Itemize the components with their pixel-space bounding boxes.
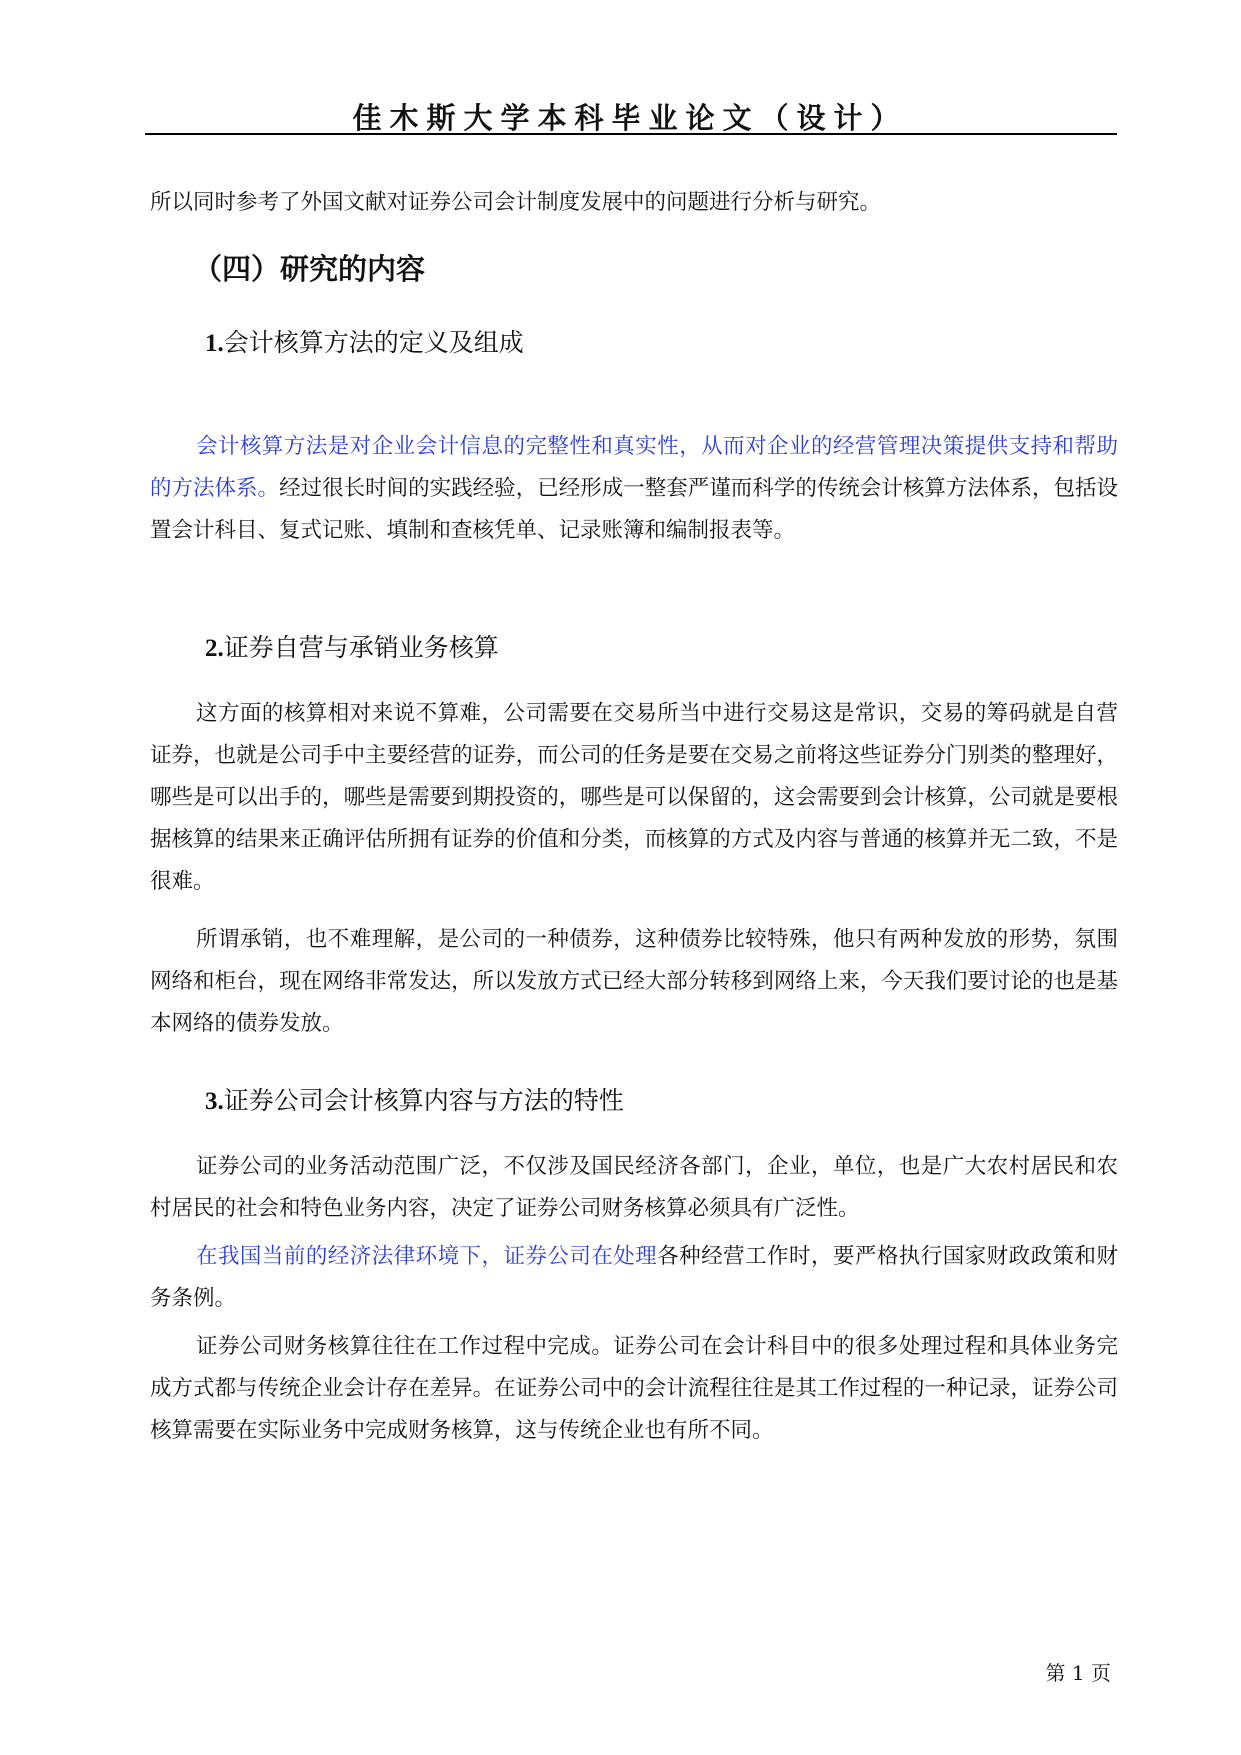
highlighted-text: 在我国当前的经济法律环境下，证券公司在处理 (196, 1244, 658, 1269)
subsection-1-title: 会计核算方法的定义及组成 (223, 328, 524, 357)
subsection-2-paragraph-1: 这方面的核算相对来说不算难，公司需要在交易所当中进行交易这是常识，交易的筹码就是自营证券，也就是公司手中主要经营的证券，而公司的任务是要在交易之前将这些证券分门别类的整理好，哪些是可以出手的，哪些是需要到期投资的，哪些是可以保留的，这会需要到会计核算，公司就是要根据核算的结果来正确评估所拥有证券的价值和分类，而核算的方式及内容与普通的核算并无二致，不是很难。 (150, 701, 1118, 894)
subsection-2-number: 2. (205, 635, 224, 662)
subsection-3-title: 证券公司会计核算内容与方法的特性 (223, 1086, 624, 1115)
subsection-1-heading (205, 323, 524, 359)
subsection-2-paragraph-2: 所谓承销，也不难理解，是公司的一种债券，这种债券比较特殊，他只有两种发放的形势，氛围网络和柜台，现在网络非常发达，所以发放方式已经大部分转移到网络上来，今天我们要讨论的也是基本网络的债券发放。 (150, 927, 1118, 1036)
page-number: 第 1 页 (1045, 1661, 1111, 1685)
page-header-title: 佳木斯大学本科毕业论文（设计） (352, 101, 908, 135)
subsection-2-title: 证券自营与承销业务核算 (223, 633, 499, 662)
subsection-1-paragraph (150, 426, 1118, 552)
subsection-3-number: 3. (205, 1088, 224, 1115)
subsection-3-paragraph-2 (150, 1236, 1118, 1320)
subsection-3-paragraph-3: 证券公司财务核算往往在工作过程中完成。证券公司在会计科目中的很多处理过程和具体业务完成方式都与传统企业会计存在差异。在证券公司中的会计流程往往是其工作过程的一种记录，证券公司核算需要在实际业务中完成财务核算，这与传统企业也有所不同。 (150, 1334, 1118, 1443)
subsection-3-paragraph-1: 证券公司的业务活动范围广泛，不仅涉及国民经济各部门，企业，单位，也是广大农村居民和农村居民的社会和特色业务内容，决定了证券公司财务核算必须具有广泛性。 (150, 1154, 1118, 1221)
header-divider (145, 133, 1117, 135)
intro-paragraph: 所以同时参考了外国文献对证券公司会计制度发展中的问题进行分析与研究。 (150, 190, 882, 215)
paragraph-text: 经过很长时间的实践经验，已经形成一整套严谨而科学的传统会计核算方法体系，包括设置会计科目、复式记账、填制和查核凭单、记录账簿和编制报表等。 (150, 476, 1118, 543)
paragraph-text: 各种经营工作时，要严格执行国家财政政策和财务条例。 (150, 1244, 1118, 1311)
subsection-3-heading (205, 1081, 624, 1117)
section-heading: （四）研究的内容 (193, 252, 426, 286)
highlighted-text: 会计核算方法是对企业会计信息的完整性和真实性，从而对企业的经营管理决策提供支持和帮助的方法体系。 (150, 434, 1118, 501)
subsection-1-number: 1. (205, 330, 224, 357)
subsection-2-heading (205, 628, 499, 664)
